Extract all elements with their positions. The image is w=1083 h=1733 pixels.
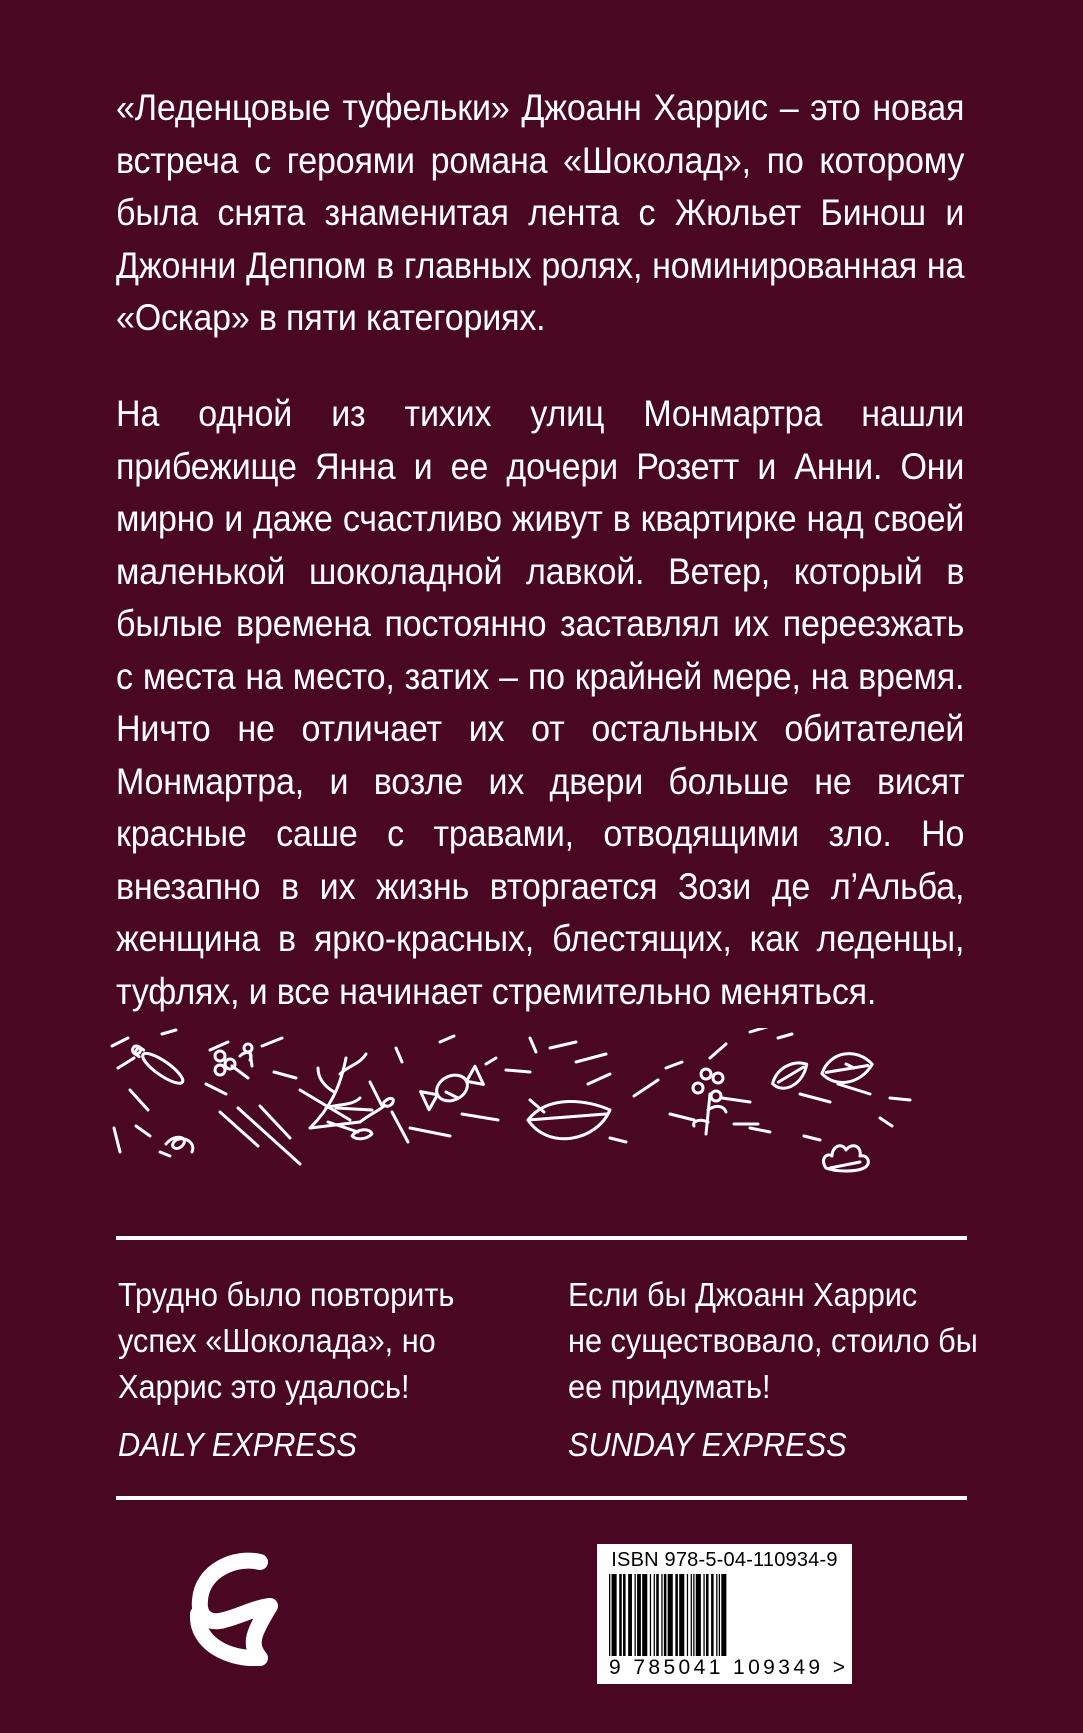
description-paragraph-1: «Леденцовые туфельки» Джоанн Харрис – это новая встреча с героями романа «Шоколад», по которому была снята знаменитая лента с Жюльет Бинош и Джонни Деппом в главных ролях, номинированная на «Оскар» в пяти категориях. bbox=[116, 87, 965, 338]
barcode-bar bbox=[668, 1574, 673, 1656]
barcode-bar bbox=[711, 1574, 714, 1656]
review-quote-right bbox=[568, 1272, 978, 1468]
quote-line: не существовало, стоило бы bbox=[568, 1322, 978, 1359]
barcode-bar bbox=[706, 1574, 709, 1656]
barcode-bar bbox=[650, 1574, 651, 1656]
review-quote-left bbox=[118, 1272, 509, 1468]
barcode-bar bbox=[612, 1574, 617, 1656]
barcode-bar bbox=[637, 1574, 641, 1656]
barcode-bar bbox=[719, 1574, 720, 1656]
barcode-bar bbox=[693, 1574, 694, 1656]
barcode-bar bbox=[675, 1574, 678, 1656]
barcode bbox=[597, 1544, 852, 1684]
barcode-bars bbox=[609, 1574, 841, 1656]
barcode-bar bbox=[664, 1574, 667, 1656]
quote-line: Харрис это удалось! bbox=[118, 1368, 410, 1405]
barcode-bar bbox=[716, 1574, 717, 1656]
barcode-digits: 9 785041 109349 > bbox=[609, 1656, 849, 1679]
barcode-bar bbox=[609, 1574, 610, 1656]
barcode-bar bbox=[623, 1574, 626, 1656]
barcode-bar bbox=[679, 1574, 684, 1656]
barcode-bar bbox=[619, 1574, 622, 1656]
barcode-bar bbox=[703, 1574, 704, 1656]
barcode-bar bbox=[642, 1574, 647, 1656]
barcode-bar bbox=[696, 1574, 701, 1656]
barcode-bar bbox=[628, 1574, 632, 1656]
doodle-ornament bbox=[110, 1028, 970, 1198]
quote-line: Трудно было повторить bbox=[118, 1276, 455, 1313]
eksmo-logo-icon bbox=[190, 1548, 280, 1666]
quote-source: DAILY EXPRESS bbox=[118, 1426, 357, 1463]
quote-line: ее придумать! bbox=[568, 1368, 771, 1405]
barcode-bar bbox=[656, 1574, 659, 1656]
isbn-label: ISBN 978-5-04-110934-9 bbox=[611, 1549, 838, 1571]
divider-top bbox=[116, 1236, 967, 1240]
quote-line: Если бы Джоанн Харрис bbox=[568, 1276, 918, 1313]
divider-bottom bbox=[116, 1496, 967, 1500]
barcode-bar bbox=[721, 1574, 726, 1656]
quote-source: SUNDAY EXPRESS bbox=[568, 1426, 847, 1463]
quote-line: успех «Шоколада», но bbox=[118, 1322, 436, 1359]
barcode-bar bbox=[691, 1574, 692, 1656]
barcode-bar bbox=[635, 1574, 636, 1656]
barcode-bar bbox=[661, 1574, 662, 1656]
barcode-bar bbox=[687, 1574, 688, 1656]
description-paragraph-2: На одной из тихих улиц Монмартра нашли прибежище Янна и ее дочери Розетт и Анни. Они мирно и даже счастливо живут в квартирке над своей маленькой шоколадной лавкой. Ветер, который в былые времена постоянно заставлял их переезжать с места на место, затих – по крайней мере, на время. Ничто не отличает их от остальных обитателей Монмартра, и возле их двери больше не висят красные саше с травами, отводящими зло. Но внезапно в их жизнь вторгается Зози де л’Альба, женщина в ярко-красных, блестящих, как леденцы, туфлях, и все начинает стремительно меняться. bbox=[116, 393, 965, 1012]
barcode-bar bbox=[654, 1574, 655, 1656]
